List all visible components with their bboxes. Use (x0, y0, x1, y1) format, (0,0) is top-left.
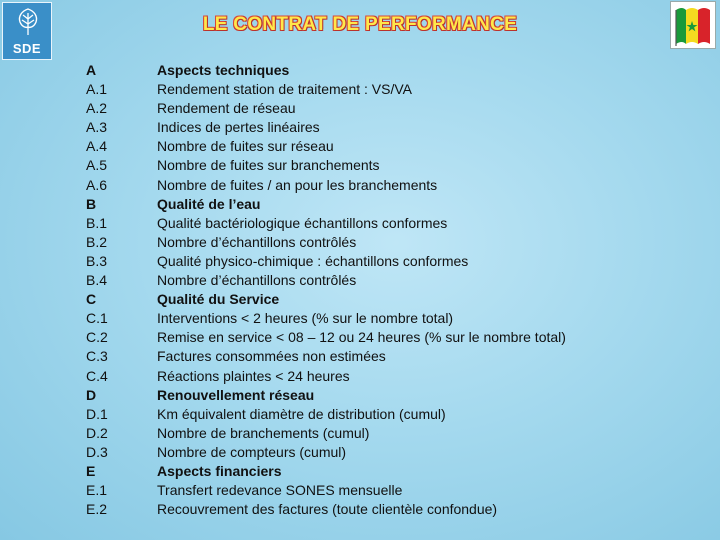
item-code: B.4 (86, 272, 108, 289)
section-heading: Aspects financiers (157, 462, 282, 479)
list-item: Indices de pertes linéaires (157, 119, 320, 136)
list-item: Qualité bactériologique échantillons conformes (157, 214, 448, 231)
list-item: Nombre d’échantillons contrôlés (157, 233, 357, 250)
item-code: B.2 (86, 233, 108, 250)
item-code: A.4 (86, 138, 108, 155)
list-item: Factures consommées non estimées (157, 348, 386, 365)
list-item: Remise en service < 08 – 12 ou 24 heures (% sur le nombre total) (157, 329, 566, 346)
list-item: Nombre de fuites sur branchements (157, 157, 380, 174)
logo-text: SDE (12, 41, 42, 56)
page-title: LE CONTRAT DE PERFORMANCE (202, 14, 518, 35)
list-item: Nombre de compteurs (cumul) (157, 443, 347, 460)
item-code: C.3 (86, 348, 108, 365)
section-code: E (86, 462, 96, 479)
item-code: A.6 (86, 176, 108, 193)
item-code: A.2 (86, 100, 108, 117)
section-code: B (86, 195, 97, 212)
item-code: D.1 (86, 405, 108, 422)
list-item: Qualité physico-chimique : échantillons conformes (157, 252, 469, 269)
list-item: Nombre de fuites sur réseau (157, 138, 334, 155)
item-code: D.2 (86, 424, 108, 441)
list-item: Km équivalent diamètre de distribution (cumul) (157, 405, 446, 422)
list-item: Recouvrement des factures (toute clientèle confondue) (157, 501, 498, 518)
section-heading: Renouvellement réseau (157, 386, 315, 403)
item-code: A.1 (86, 81, 108, 98)
section-code: C (86, 291, 97, 308)
section-heading: Aspects techniques (157, 62, 290, 78)
item-code: A.3 (86, 119, 108, 136)
item-code: E.1 (86, 482, 108, 499)
list-item: Interventions < 2 heures (% sur le nombre total) (157, 310, 454, 327)
flag-emblem (670, 1, 716, 49)
list-item: Rendement station de traitement : VS/VA (157, 81, 412, 98)
code-column (86, 61, 108, 519)
list-item: Rendement de réseau (157, 100, 296, 117)
section-heading: Qualité du Service (157, 291, 280, 308)
list-item: Nombre de fuites / an pour les branchements (157, 176, 438, 193)
item-code: E.2 (86, 501, 108, 518)
list-item: Nombre de branchements (cumul) (157, 424, 370, 441)
senegal-flag-icon (674, 4, 712, 46)
item-code: D.3 (86, 443, 108, 460)
item-code: B.3 (86, 252, 108, 269)
list-item: Nombre d’échantillons contrôlés (157, 272, 357, 289)
item-code: C.4 (86, 367, 108, 384)
section-code: D (86, 386, 97, 403)
section-code: A (86, 62, 97, 78)
item-code: C.1 (86, 310, 108, 327)
item-code: C.2 (86, 329, 108, 346)
list-item: Transfert redevance SONES mensuelle (157, 482, 403, 499)
section-heading: Qualité de l’eau (157, 195, 261, 212)
item-code: A.5 (86, 157, 108, 174)
item-code: B.1 (86, 214, 108, 231)
list-item: Réactions plaintes < 24 heures (157, 367, 350, 384)
item-column (157, 61, 566, 519)
